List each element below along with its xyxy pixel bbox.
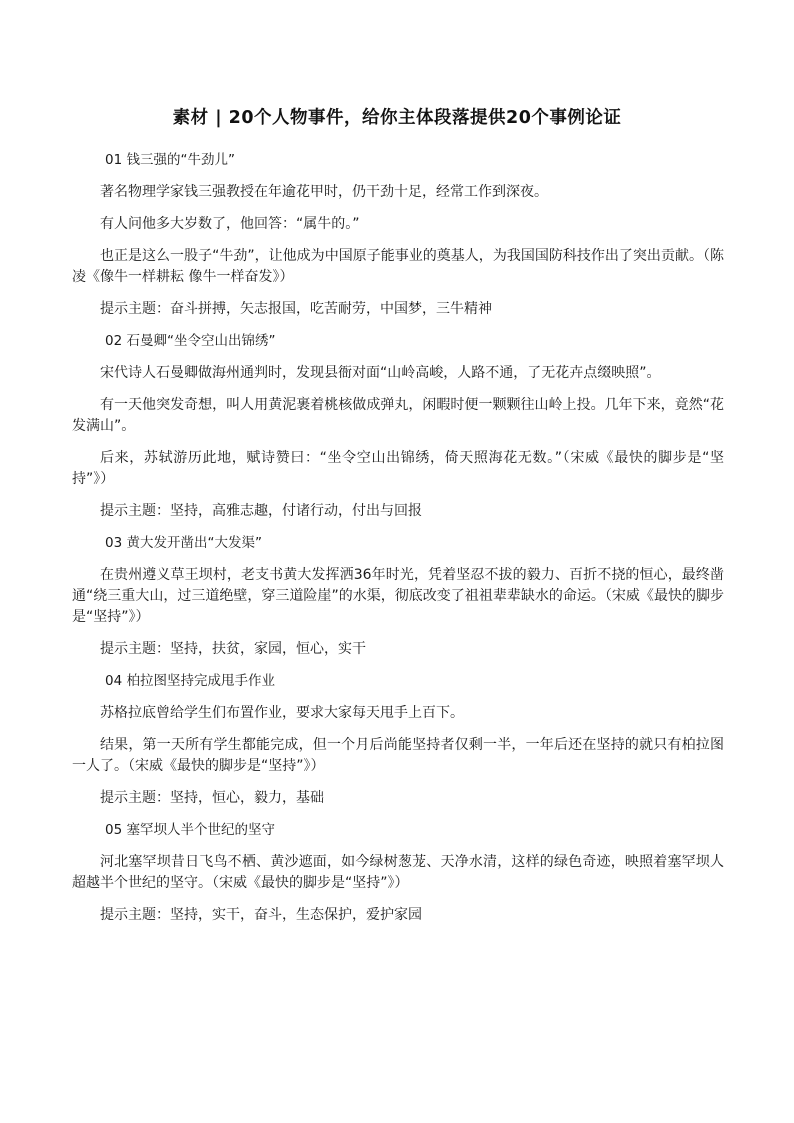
section-heading: 04 柏拉图坚持完成甩手作业 (105, 673, 275, 689)
theme-hint: 提示主题：坚持，恒心，毅力，基础 (100, 790, 324, 806)
paragraph: 也正是这么一股子“牛劲”，让他成为中国原子能事业的奠基人，为我国国防科技作出了突出贡献。（陈凌《像牛一样耕耘 像牛一样奋发》） (72, 248, 724, 285)
theme-hint: 提示主题：坚持，实干，奋斗，生态保护，爱护家园 (100, 907, 422, 923)
paragraph: 后来，苏轼游历此地，赋诗赞曰：“坐令空山出锦绣，倚天照海花无数。”（宋威《最快的脚步是“坚持”》） (72, 450, 724, 487)
section-heading: 02 石曼卿“坐令空山出锦绣” (105, 333, 276, 349)
paragraph: 苏格拉底曾给学生们布置作业，要求大家每天甩手上百下。 (100, 705, 464, 721)
section-01 (72, 150, 724, 320)
paragraph: 结果，第一天所有学生都能完成，但一个月后尚能坚持者仅剩一半，一年后还在坚持的就只有柏拉图一人了。（宋威《最快的脚步是“坚持”》） (72, 737, 724, 774)
paragraph: 河北塞罕坝昔日飞鸟不栖、黄沙遮面，如今绿树葱茏、天净水清，这样的绿色奇迹，映照着塞罕坝人超越半个世纪的坚守。（宋威《最快的脚步是“坚持”》） (72, 854, 724, 891)
section-heading: 05 塞罕坝人半个世纪的坚守 (105, 822, 275, 838)
section-03 (72, 533, 724, 660)
section-heading: 03 黄大发开凿出“大发渠” (105, 535, 262, 551)
document-body (72, 150, 724, 937)
theme-hint: 提示主题：坚持，扶贫，家园，恒心，实干 (100, 641, 366, 657)
paragraph: 有一天他突发奇想，叫人用黄泥裹着桃核做成弹丸，闲暇时便一颗颗往山岭上投。几年下来，竟然“花发满山”。 (72, 397, 724, 434)
section-05 (72, 820, 724, 926)
page-title: 素材 | 20个人物事件，给你主体段落提供20个事例论证 (172, 108, 622, 128)
section-04 (72, 671, 724, 809)
paragraph: 有人问他多大岁数了，他回答：“属牛的。” (100, 216, 360, 232)
section-heading: 01 钱三强的“牛劲儿” (105, 152, 235, 168)
theme-hint: 提示主题：坚持，高雅志趣，付诸行动，付出与回报 (100, 503, 422, 519)
paragraph: 宋代诗人石曼卿做海州通判时，发现县衙对面“山岭高峻，人路不通，了无花卉点缀映照”。 (100, 365, 661, 381)
paragraph: 著名物理学家钱三强教授在年逾花甲时，仍干劲十足，经常工作到深夜。 (100, 184, 548, 200)
theme-hint: 提示主题：奋斗拼搏，矢志报国，吃苦耐劳，中国梦，三牛精神 (100, 301, 492, 317)
section-02 (72, 331, 724, 522)
paragraph: 在贵州遵义草王坝村，老支书黄大发挥洒36年时光，凭着坚忍不拔的毅力、百折不挠的恒心，最终凿通“绕三重大山，过三道绝壁，穿三道险崖”的水渠，彻底改变了祖祖辈辈缺水的命运。（宋威《最快的脚步是“坚持”》） (72, 567, 724, 625)
